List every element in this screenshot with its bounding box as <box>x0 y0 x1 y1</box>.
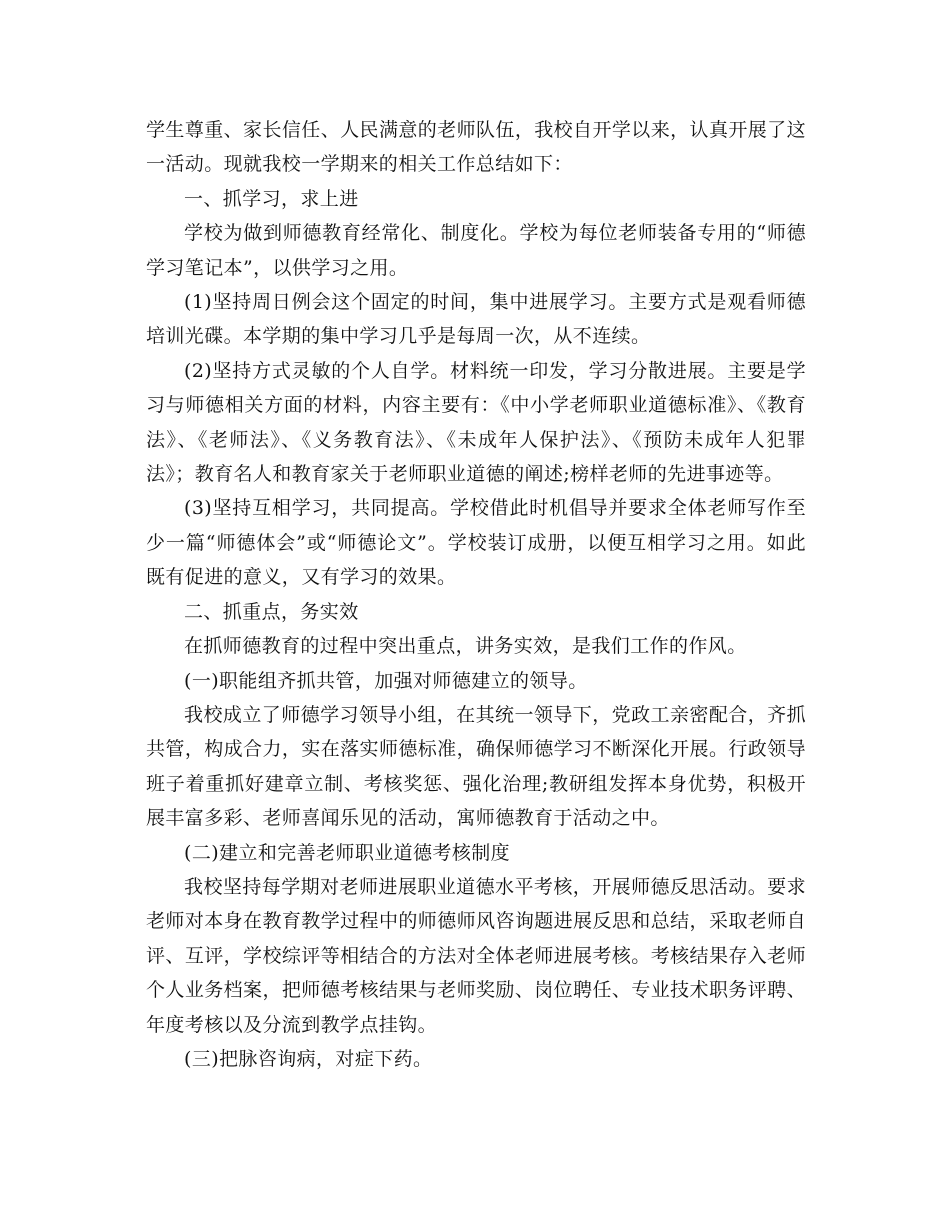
paragraph: 学生尊重、家长信任、人民满意的老师队伍，我校自开学以来，认真开展了这一活动。现就我校一学期来的相关工作总结如下： <box>146 119 806 176</box>
section-heading: 一、抓学习，求上进 <box>184 187 359 210</box>
subsection-heading: (三)把脉咨询病，对症下药。 <box>184 1047 433 1070</box>
paragraph: 我校坚持每学期对老师进展职业道德水平考核，开展师德反思活动。要求老师对本身在教育教学过程中的师德师风咨询题进展反思和总结，采取老师自评、互评，学校综评等相结合的方法对全体老师进展考核。考核结果存入老师个人业务档案，把师德考核结果与老师奖励、岗位聘任、专业技术职务评聘、年度考核以及分流到教学点挂钩。 <box>146 875 806 1036</box>
subsection-heading: (一)职能组齐抓共管，加强对师德建立的领导。 <box>184 669 588 692</box>
paragraph: 在抓师德教育的过程中突出重点，讲务实效，是我们工作的作风。 <box>184 635 747 658</box>
paragraph: 我校成立了师德学习领导小组，在其统一领导下，党政工亲密配合，齐抓共管，构成合力，实在落实师德标准，确保师德学习不断深化开展。行政领导班子着重抓好建章立制、考核奖惩、强化治理;教研组发挥本身优势，积极开展丰富多彩、老师喜闻乐见的活动，寓师德教育于活动之中。 <box>146 703 806 830</box>
section-heading: 二、抓重点，务实效 <box>184 600 359 623</box>
subsection-heading: (二)建立和完善老师职业道德考核制度 <box>184 841 511 864</box>
list-item: (3)坚持互相学习，共同提高。学校借此时机倡导并要求全体老师写作至少一篇“师德体会”或“师德论文”。学校装订成册，以便互相学习之用。如此既有促进的意义，又有学习的效果。 <box>146 497 806 589</box>
list-item: (1)坚持周日例会这个固定的时间，集中进展学习。主要方式是观看师德培训光碟。本学期的集中学习几乎是每周一次，从不连续。 <box>146 291 806 348</box>
document-body <box>146 113 806 1076</box>
list-item: (2)坚持方式灵敏的个人自学。材料统一印发，学习分散进展。主要是学习与师德相关方面的材料，内容主要有：《中小学老师职业道德标准》、《教育法》、《老师法》、《义务教育法》、《未成年人保护法》、《预防未成年人犯罪法》；教育名人和教育家关于老师职业道德的阐述;榜样老师的先进事迹等。 <box>146 359 806 486</box>
paragraph: 学校为做到师德教育经常化、制度化。学校为每位老师装备专用的“师德学习笔记本”，以供学习之用。 <box>146 222 806 279</box>
